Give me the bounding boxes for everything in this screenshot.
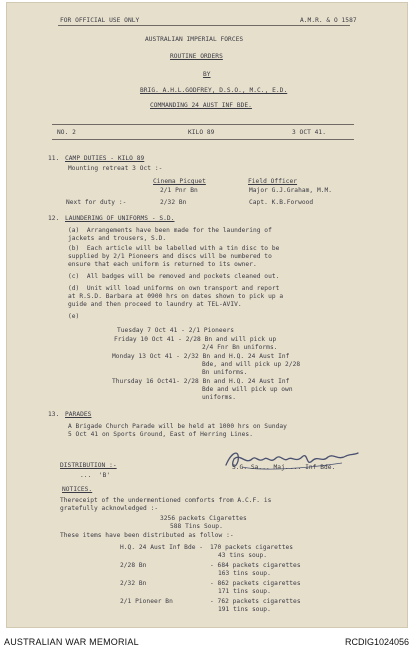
schedule-row-2-cont: 2/4 Fnr Bn uniforms. bbox=[202, 344, 278, 351]
distribution-unit-3: 2/32 Bn bbox=[120, 580, 147, 587]
laundry-a-1: (a) Arrangements have been made for the laundering of bbox=[68, 227, 272, 234]
distribution-cigarettes-1: 170 packets cigarettes bbox=[210, 544, 294, 551]
picquet-row-1: 2/1 Pnr Bn bbox=[160, 187, 198, 194]
signatory-name: S.G. Sa... Maj. bbox=[232, 464, 289, 471]
laundry-d-2: at R.S.D. Barbara at 0900 hrs on dates shown to pick up a bbox=[68, 293, 284, 300]
notices-quantity-1: 3256 packets Cigarettes bbox=[160, 515, 247, 522]
distribution-value: ... 'B' bbox=[80, 472, 111, 479]
laundry-d-1: (d) Unit will load uniforms on own transport and report bbox=[68, 285, 280, 292]
schedule-row-4-cont-2: uniforms. bbox=[202, 394, 236, 401]
distribution-soup-3: 171 tins soup. bbox=[218, 588, 271, 595]
distribution-soup-4: 191 tins soup. bbox=[218, 606, 271, 613]
orders-heading: ROUTINE ORDERS bbox=[170, 53, 223, 60]
laundry-d-3: guide and then proceed to laundry at TEL-AVIV. bbox=[68, 301, 242, 308]
schedule-row-2: Friday 10 Oct 41 - 2/28 Bn and will pick up bbox=[114, 336, 277, 343]
item-12-title: LAUNDERING OF UNIFORMS - S.D. bbox=[65, 215, 175, 222]
distribution-cigarettes-4: - 762 packets cigarettes bbox=[210, 598, 301, 605]
officer-row-2: Capt. K.B.Forwood bbox=[249, 199, 314, 206]
notices-quantity-2: 588 Tins Soup. bbox=[170, 523, 223, 530]
cinema-picquet-heading: Cinema Picquet bbox=[153, 178, 206, 185]
officer-row-1: Major G.J.Graham, M.M. bbox=[249, 187, 333, 194]
archive-id: RCDIG1024056 bbox=[344, 637, 409, 647]
laundry-c-1: (c) All badges will be removed and pockets cleaned out. bbox=[68, 273, 280, 280]
notices-title: NOTICES. bbox=[62, 486, 93, 493]
signatory-unit: ... Inf Bde. bbox=[290, 464, 336, 471]
distribution-soup-2: 163 tins soup. bbox=[218, 570, 271, 577]
laundry-e: (e) bbox=[68, 313, 80, 320]
laundry-a-2: jackets and trousers, S.D. bbox=[68, 235, 167, 242]
distribution-cigarettes-2: - 684 packets cigarettes bbox=[210, 562, 301, 569]
next-duty-label: Next for duty :- bbox=[66, 199, 127, 206]
laundry-b-1: (b) Each article will be labelled with a tin disc to be bbox=[68, 245, 280, 252]
distribution-unit-1: H.Q. 24 Aust Inf Bde - bbox=[120, 544, 204, 551]
by-heading: BY bbox=[203, 71, 211, 78]
notices-line-2: gratefully acknowledged :- bbox=[60, 505, 159, 512]
laundry-b-2: supplied by 2/1 Pioneers and discs will be numbered to bbox=[68, 253, 272, 260]
official-use-label: FOR OFFICIAL USE ONLY bbox=[60, 17, 140, 24]
meta-top-rule bbox=[52, 124, 354, 125]
schedule-row-4: Thursday 16 Oct41- 2/28 Bn and H.Q. 24 Aust Inf bbox=[112, 378, 290, 385]
item-11-line: Mounting retreat 3 Oct :- bbox=[68, 165, 163, 172]
schedule-row-1: Tuesday 7 Oct 41 - 2/1 Pioneers bbox=[117, 327, 235, 334]
meta-bottom-rule bbox=[52, 139, 354, 140]
archive-name: AUSTRALIAN WAR MEMORIAL bbox=[4, 637, 139, 647]
schedule-row-4-cont: Bde and will pick up own bbox=[202, 386, 293, 393]
distribution-unit-4: 2/1 Pioneer Bn bbox=[120, 598, 173, 605]
notices-line-1: Thereceipt of the undermentioned comforts from A.C.F. is bbox=[60, 497, 272, 504]
parades-line-2: 5 Oct 41 on Sports Ground, East of Herring Lines. bbox=[68, 431, 253, 438]
field-officer-heading: Field Officer bbox=[248, 178, 298, 185]
parades-line-1: A Brigade Church Parade will be held at 1000 hrs on Sunday bbox=[68, 423, 287, 430]
distribution-label: DISTRIBUTION :- bbox=[60, 462, 117, 469]
command-heading: COMMANDING 24 AUST INF BDE. bbox=[150, 102, 252, 109]
item-13-title: PARADES bbox=[65, 411, 92, 418]
force-heading: AUSTRALIAN IMPERIAL FORCES bbox=[145, 36, 244, 43]
distribution-cigarettes-3: - 862 packets cigarettes bbox=[210, 580, 301, 587]
archive-footer bbox=[0, 630, 413, 653]
item-12-number: 12. bbox=[48, 215, 60, 222]
item-13-number: 13. bbox=[48, 411, 60, 418]
distribution-soup-1: 43 tins soup. bbox=[218, 552, 268, 559]
author-heading: BRIG. A.H.L.GODFREY, D.S.O., M.C., E.D. bbox=[140, 87, 288, 94]
schedule-row-3-cont: Bde, and will pick up 2/28 bbox=[202, 361, 301, 368]
form-reference: A.M.R. & O 1587 bbox=[300, 17, 357, 24]
order-number: NO. 2 bbox=[57, 129, 76, 136]
item-11-number: 11. bbox=[48, 155, 60, 162]
order-date: 3 OCT 41. bbox=[292, 129, 326, 136]
picquet-row-2: 2/32 Bn bbox=[160, 199, 187, 206]
notices-line-3: These items have been distributed as follow :- bbox=[60, 532, 234, 539]
schedule-row-3-cont-2: Bn uniforms. bbox=[202, 369, 248, 376]
header-rule bbox=[58, 25, 350, 26]
schedule-row-3: Monday 13 Oct 41 - 2/32 Bn and H.Q. 24 Aust Inf bbox=[112, 353, 290, 360]
laundry-b-3: ensure that each uniform is returned to its owner. bbox=[68, 261, 257, 268]
item-11-title: CAMP DUTIES - KILO 89 bbox=[65, 155, 145, 162]
order-place: KILO 89 bbox=[188, 129, 215, 136]
distribution-unit-2: 2/28 Bn bbox=[120, 562, 147, 569]
